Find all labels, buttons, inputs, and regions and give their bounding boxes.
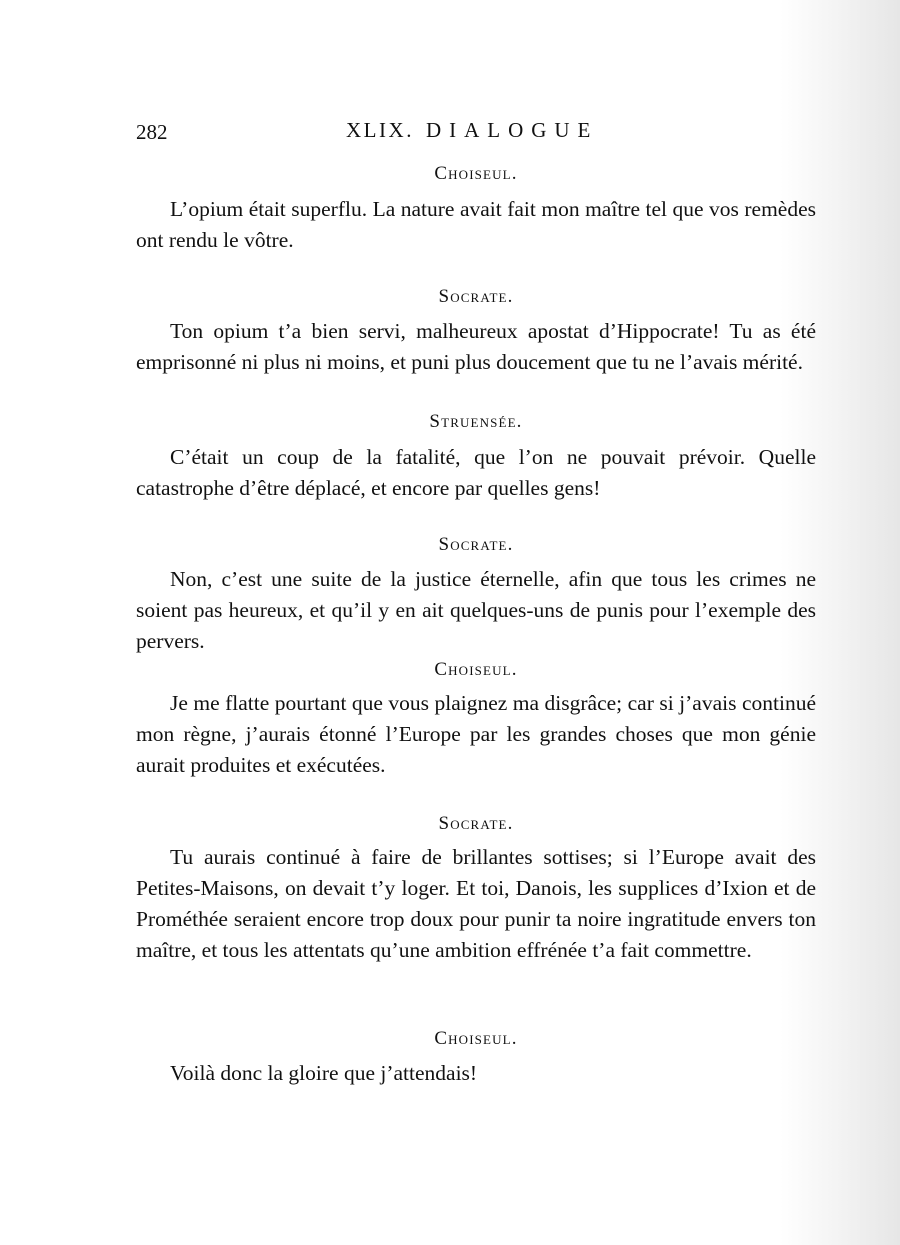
speaker-label: Choiseul.	[434, 1028, 518, 1049]
page-number: 282	[136, 120, 168, 144]
speaker-label: Socrate.	[438, 534, 514, 555]
speaker-label: Choiseul.	[434, 659, 518, 680]
chapter-numeral: XLIX.	[346, 118, 415, 142]
running-title	[346, 118, 598, 143]
speech-paragraph: Ton opium t’a bien servi, malheureux apostat d’Hippocrate! Tu as été emprisonné ni plus ni moins, et puni plus doucement que tu ne l’avais mérité.	[136, 319, 816, 374]
speech-paragraph: L’opium était superflu. La nature avait fait mon maître tel que vos remèdes ont rendu le vôtre.	[136, 197, 816, 252]
speech-paragraph: C’était un coup de la fatalité, que l’on ne pouvait prévoir. Quelle catastrophe d’être déplacé, et encore par quelles gens!	[136, 445, 816, 500]
speech-paragraph: Non, c’est une suite de la justice éternelle, afin que tous les crimes ne soient pas heureux, et qu’il y en ait quelques-uns de punis pour l’exemple des pervers.	[136, 567, 816, 653]
speaker-label: Struensée.	[429, 411, 523, 432]
speaker-label: Choiseul.	[434, 163, 518, 184]
speech-paragraph: Je me flatte pourtant que vous plaignez ma disgrâce; car si j’avais continué mon règne, j’aurais étonné l’Europe par les grandes choses que mon génie aurait produites et exécutées.	[136, 691, 816, 777]
running-header	[136, 118, 816, 148]
title-word: DIALOGUE	[426, 118, 599, 142]
speaker-label: Socrate.	[438, 286, 514, 307]
speech-paragraph: Voilà donc la gloire que j’attendais!	[170, 1061, 478, 1085]
speaker-label: Socrate.	[438, 813, 514, 834]
speech-paragraph: Tu aurais continué à faire de brillantes sottises; si l’Europe avait des Petites-Maisons, on devait t’y loger. Et toi, Danois, les supplices d’Ixion et de Prométhée seraient encore trop doux pour punir ta noire ingratitude envers ton maître, et tous les attentats qu’une ambition effrénée t’a fait commettre.	[136, 845, 816, 962]
